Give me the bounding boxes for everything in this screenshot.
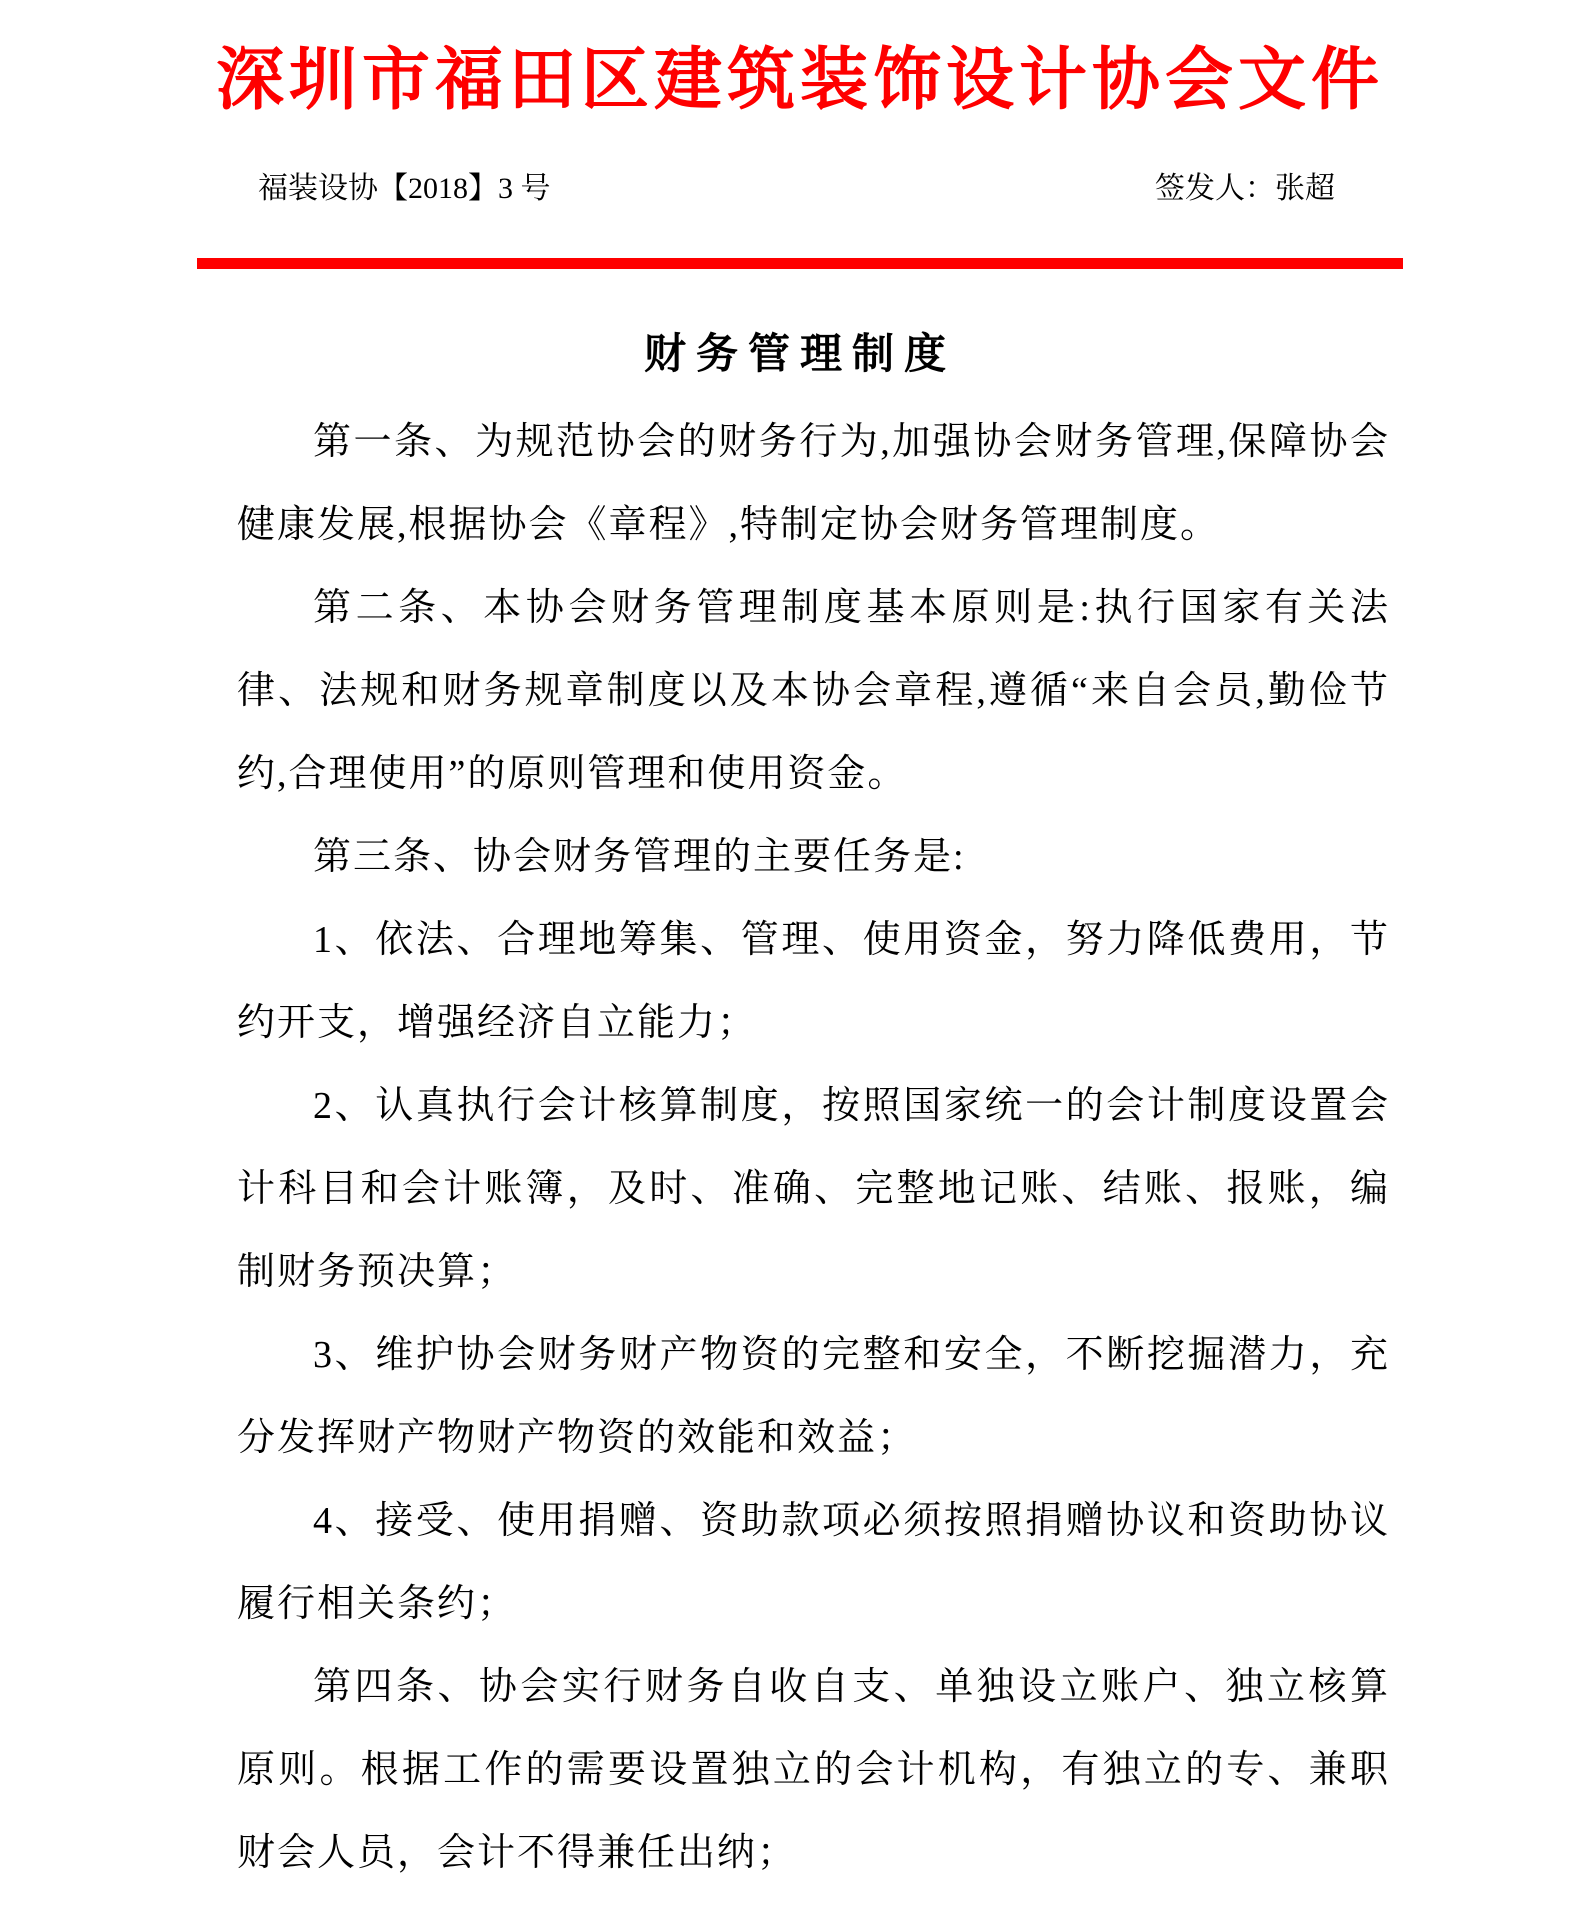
document-title: 财务管理制度	[643, 332, 956, 379]
doc-number: 福装设协【2018】3 号	[258, 172, 551, 206]
paragraph-item-4: 4、接受、使用捐赠、资助款项必须按照捐赠协议和资助协议履行相关条约；	[237, 1500, 1390, 1626]
paragraph-item-1: 1、依法、合理地筹集、管理、使用资金，努力降低费用，节约开支，增强经济自立能力；	[237, 919, 1390, 1045]
paragraph-article-3: 第三条、协会财务管理的主要任务是:	[313, 836, 966, 879]
red-divider	[197, 258, 1403, 269]
body-paragraphs	[237, 401, 1390, 1895]
paragraph-article-2: 第二条、本协会财务管理制度基本原则是:执行国家有关法律、法规和财务规章制度以及本协会章程,遵循“来自会员,勤俭节约,合理使用”的原则管理和使用资金。	[237, 587, 1390, 796]
paragraph-article-4: 第四条、协会实行财务自收自支、单独设立账户、独立核算原则。根据工作的需要设置独立的会计机构，有独立的专、兼职财会人员，会计不得兼任出纳；	[237, 1666, 1390, 1875]
document-body	[197, 331, 1403, 1895]
paragraph-item-2: 2、认真执行会计核算制度，按照国家统一的会计制度设置会计科目和会计账簿，及时、准确、完整地记账、结账、报账，编制财务预决算；	[237, 1085, 1390, 1294]
letterhead	[197, 0, 1403, 269]
paragraph-item-3: 3、维护协会财务财产物资的完整和安全，不断挖掘潜力，充分发挥财产物财产物资的效能和效益；	[237, 1334, 1390, 1460]
org-title: 深圳市福田区建筑装饰设计协会文件	[215, 42, 1384, 118]
doc-info-row	[197, 170, 1403, 208]
document-content	[197, 0, 1403, 1895]
issuer-name: 签发人：张超	[1155, 172, 1335, 206]
paragraph-article-1: 第一条、为规范协会的财务行为,加强协会财务管理,保障协会健康发展,根据协会《章程》,特制定协会财务管理制度。	[237, 421, 1390, 547]
